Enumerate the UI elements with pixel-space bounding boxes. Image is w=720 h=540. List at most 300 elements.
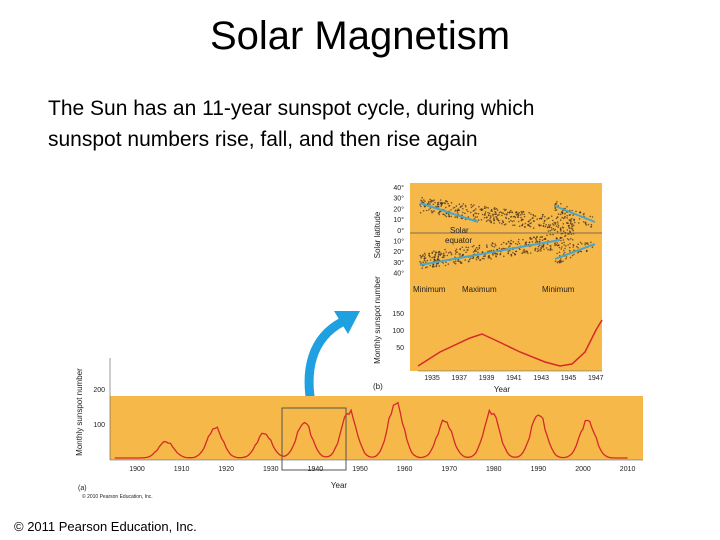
sunspot-dot xyxy=(522,219,524,221)
sunspot-dot xyxy=(425,261,427,263)
sunspot-dot xyxy=(509,250,511,252)
sunspot-dot xyxy=(499,212,501,214)
sunspot-dot xyxy=(558,213,560,215)
sunspot-dot xyxy=(494,243,496,245)
sunspot-dot xyxy=(526,251,528,253)
sunspot-dot xyxy=(561,217,563,219)
sunspot-dot xyxy=(442,257,444,259)
sunspot-dot xyxy=(438,253,440,255)
sunspot-dot xyxy=(445,265,447,267)
latitude-tick-label: 40° xyxy=(393,185,404,192)
sunspot-dot xyxy=(538,250,540,252)
sunspot-dot xyxy=(568,239,570,241)
panel-a-background xyxy=(110,396,643,460)
sunspot-dot xyxy=(565,235,567,237)
sunspot-dot xyxy=(517,244,519,246)
sunspot-dot xyxy=(481,208,483,210)
sunspot-dot xyxy=(489,220,491,222)
sunspot-dot xyxy=(588,224,590,226)
sunspot-dot xyxy=(484,206,486,208)
sunspot-dot xyxy=(544,220,546,222)
sunspot-dot xyxy=(561,237,563,239)
sunspot-dot xyxy=(486,246,488,248)
sunspot-dot xyxy=(572,230,574,232)
panel-a-x-tick: 1950 xyxy=(352,466,368,473)
sunspot-dot xyxy=(525,242,527,244)
sunspot-dot xyxy=(492,214,494,216)
sunspot-dot xyxy=(479,259,481,261)
sunspot-dot xyxy=(470,204,472,206)
sunspot-dot xyxy=(494,219,496,221)
sunspot-dot xyxy=(515,251,517,253)
panel-b-y-tick: 100 xyxy=(392,328,404,335)
sunspot-dot xyxy=(565,245,567,247)
sunspot-dot xyxy=(429,199,431,201)
sunspot-dot xyxy=(557,231,559,233)
sunspot-dot xyxy=(459,203,461,205)
sunspot-dot xyxy=(478,213,480,215)
latitude-tick-label: 40° xyxy=(393,270,404,278)
sunspot-dot xyxy=(515,243,517,245)
sunspot-dot xyxy=(424,260,426,262)
sunspot-dot xyxy=(463,249,465,251)
sunspot-dot xyxy=(561,246,563,248)
sunspot-dot xyxy=(569,247,571,249)
panel-a-x-label: Year xyxy=(330,481,348,490)
sunspot-dot xyxy=(459,261,461,263)
latitude-ticks xyxy=(393,184,404,278)
panel-a-y-label: Monthly sunspot number xyxy=(75,368,84,456)
sunspot-dot xyxy=(591,226,593,228)
sunspot-dot xyxy=(524,216,526,218)
sunspot-dot xyxy=(556,218,558,220)
sunspot-dot xyxy=(555,223,557,225)
sunspot-dot xyxy=(444,249,446,251)
sunspot-dot xyxy=(486,217,488,219)
sunspot-dot xyxy=(466,209,468,211)
sunspot-dot xyxy=(570,257,572,259)
sunspot-dot xyxy=(569,250,571,252)
sunspot-dot xyxy=(475,216,477,218)
sunspot-dot xyxy=(560,214,562,216)
sunspot-dot xyxy=(559,260,561,262)
sunspot-dot xyxy=(560,203,562,205)
sunspot-dot xyxy=(541,248,543,250)
sunspot-dot xyxy=(517,214,519,216)
sunspot-dot xyxy=(420,212,422,214)
sunspot-dot xyxy=(584,244,586,246)
panel-b-y-tick: 50 xyxy=(396,345,404,352)
sunspot-dot xyxy=(465,251,467,253)
sunspot-dot xyxy=(555,260,557,262)
sunspot-dot xyxy=(495,245,497,247)
sunspot-dot xyxy=(446,216,448,218)
sunspot-dot xyxy=(539,225,541,227)
sunspot-dot xyxy=(560,219,562,221)
sunspot-dot xyxy=(426,266,428,268)
sunspot-dot xyxy=(474,212,476,214)
sunspot-dot xyxy=(432,252,434,254)
sunspot-dot xyxy=(573,244,575,246)
sunspot-dot xyxy=(454,216,456,218)
sunspot-dot xyxy=(571,226,573,228)
sunspot-dot xyxy=(586,250,588,252)
sunspot-dot xyxy=(578,222,580,224)
sunspot-dot xyxy=(428,201,430,203)
panel-b-y-tick: 150 xyxy=(392,311,404,318)
sunspot-dot xyxy=(430,201,432,203)
sunspot-dot xyxy=(420,262,422,264)
sunspot-dot xyxy=(483,255,485,257)
sunspot-dot xyxy=(566,217,568,219)
sunspot-dot xyxy=(456,249,458,251)
sunspot-dot xyxy=(591,224,593,226)
sunspot-dot xyxy=(479,245,481,247)
sunspot-dot xyxy=(501,215,503,217)
sunspot-dot xyxy=(487,219,489,221)
sunspot-dot xyxy=(459,248,461,250)
sunspot-dot xyxy=(573,220,575,222)
sunspot-dot xyxy=(424,256,426,258)
panel-a-x-tick: 1930 xyxy=(263,466,279,473)
sunspot-dot xyxy=(472,258,474,260)
sunspot-dot xyxy=(469,259,471,261)
sunspot-dot xyxy=(527,253,529,255)
sunspot-dot xyxy=(563,250,565,252)
sunspot-dot xyxy=(445,262,447,264)
sunspot-dot xyxy=(520,217,522,219)
sunspot-dot xyxy=(458,260,460,262)
butterfly-y-label: Solar latitude xyxy=(373,211,382,259)
sunspot-dot xyxy=(438,204,440,206)
sunspot-dot xyxy=(556,244,558,246)
sunspot-dot xyxy=(486,207,488,209)
sunspot-dot xyxy=(536,236,538,238)
sunspot-dot xyxy=(420,206,422,208)
panel-b xyxy=(373,183,604,394)
sunspot-dot xyxy=(510,220,512,222)
sunspot-dot xyxy=(570,223,572,225)
sunspot-dot xyxy=(433,264,435,266)
sunspot-dot xyxy=(590,242,592,244)
sunspot-dot xyxy=(587,242,589,244)
sunspot-dot xyxy=(486,244,488,246)
sunspot-dot xyxy=(476,259,478,261)
sunspot-dot xyxy=(511,243,513,245)
sunspot-dot xyxy=(570,231,572,233)
latitude-tick-label: 30° xyxy=(393,259,404,267)
sunspot-dot xyxy=(592,216,594,218)
sunspot-dot xyxy=(486,220,488,222)
sunspot-dot xyxy=(567,244,569,246)
sunspot-dot xyxy=(583,214,585,216)
sunspot-dot xyxy=(547,243,549,245)
panel-a-x-tick: 1970 xyxy=(441,466,457,473)
sunspot-dot xyxy=(547,227,549,229)
panel-a-x-tick: 1940 xyxy=(307,466,324,473)
sunspot-dot xyxy=(450,209,452,211)
sunspot-dot xyxy=(564,213,566,215)
sunspot-dot xyxy=(572,223,574,225)
sunspot-dot xyxy=(493,222,495,224)
sunspot-dot xyxy=(557,223,559,225)
panel-b-x-tick: 1941 xyxy=(506,375,522,382)
sunspot-dot xyxy=(543,249,545,251)
sunspot-dot xyxy=(454,207,456,209)
panel-a-credit: © 2010 Pearson Education, Inc. xyxy=(82,494,153,500)
panel-a-x-tick: 1900 xyxy=(129,466,145,473)
sunspot-dot xyxy=(445,200,447,202)
sunspot-dot xyxy=(572,255,574,257)
sunspot-dot xyxy=(428,255,430,257)
sunspot-dot xyxy=(457,217,459,219)
sunspot-dot xyxy=(519,243,521,245)
sunspot-dot xyxy=(559,247,561,249)
panel-a-tag: (a) xyxy=(78,485,87,492)
sunspot-dot xyxy=(490,215,492,217)
sunspot-dot xyxy=(448,215,450,217)
sunspot-dot xyxy=(573,254,575,256)
sunspot-dot xyxy=(539,249,541,251)
sunspot-dot xyxy=(544,216,546,218)
sunspot-dot xyxy=(459,255,461,257)
sunspot-dot xyxy=(580,211,582,213)
sunspot-dot xyxy=(433,266,435,268)
sunspot-dot xyxy=(583,221,585,223)
sunspot-dot xyxy=(502,220,504,222)
sunspot-dot xyxy=(497,209,499,211)
sunspot-dot xyxy=(483,258,485,260)
sunspot-dot xyxy=(573,225,575,227)
sunspot-dot xyxy=(431,257,433,259)
sunspot-dot xyxy=(556,201,558,203)
sunspot-dot xyxy=(542,214,544,216)
sunspot-dot xyxy=(550,234,552,236)
sunspot-dot xyxy=(454,262,456,264)
sunspot-dot xyxy=(566,206,568,208)
sunspot-dot xyxy=(462,208,464,210)
sunspot-dot xyxy=(546,234,548,236)
sunspot-dot xyxy=(535,215,537,217)
sunspot-dot xyxy=(584,242,586,244)
equator-note-1: Solar xyxy=(450,226,469,235)
sunspot-dot xyxy=(521,213,523,215)
sunspot-dot xyxy=(556,225,558,227)
sunspot-dot xyxy=(466,246,468,248)
sunspot-dot xyxy=(519,225,521,227)
sunspot-dot xyxy=(549,249,551,251)
sunspot-dot xyxy=(487,207,489,209)
sunspot-dot xyxy=(505,223,507,225)
sunspot-dot xyxy=(509,211,511,213)
sunspot-dot xyxy=(493,217,495,219)
sunspot-dot xyxy=(542,245,544,247)
sunspot-dot xyxy=(540,218,542,220)
panel-a-x-tick: 1990 xyxy=(530,466,547,473)
sunspot-dot xyxy=(421,268,423,270)
sunspot-dot xyxy=(442,214,444,216)
sunspot-dot xyxy=(540,236,542,238)
sunspot-dot xyxy=(437,259,439,261)
sunspot-dot xyxy=(501,244,503,246)
sunspot-dot xyxy=(490,217,492,219)
sunspot-dot xyxy=(555,203,557,205)
sunspot-dot xyxy=(577,243,579,245)
sunspot-dot xyxy=(523,250,525,252)
sunspot-dot xyxy=(472,246,474,248)
sunspot-dot xyxy=(515,212,517,214)
sunspot-dot xyxy=(478,258,480,260)
sunspot-dot xyxy=(464,259,466,261)
body-line-2: sunspot numbers rise, fall, and then rise again xyxy=(48,128,478,151)
sunspot-dot xyxy=(566,215,568,217)
panel-b-x-tick: 1939 xyxy=(478,375,495,382)
sunspot-dot xyxy=(438,255,440,257)
sunspot-dot xyxy=(522,239,524,241)
sunspot-dot xyxy=(475,208,477,210)
sunspot-dot xyxy=(439,265,441,267)
sunspot-dot xyxy=(536,241,538,243)
sunspot-dot xyxy=(550,224,552,226)
sunspot-dot xyxy=(567,229,569,231)
sunspot-dot xyxy=(545,226,547,228)
sunspot-dot xyxy=(462,246,464,248)
sunspot-dot xyxy=(475,249,477,251)
sunspot-dot xyxy=(433,199,435,201)
sunspot-dot xyxy=(437,206,439,208)
sunspot-dot xyxy=(574,222,576,224)
sunspot-dot xyxy=(445,207,447,209)
sunspot-dot xyxy=(493,213,495,215)
sunspot-dot xyxy=(559,251,561,253)
sunspot-dot xyxy=(539,245,541,247)
sunspot-dot xyxy=(558,261,560,263)
sunspot-dot xyxy=(490,258,492,260)
sunspot-dot xyxy=(570,238,572,240)
sunspot-dot xyxy=(503,248,505,250)
sunspot-dot xyxy=(428,209,430,211)
sunspot-dot xyxy=(456,251,458,253)
sunspot-dot xyxy=(538,246,540,248)
sunspot-dot xyxy=(581,243,583,245)
sunspot-dot xyxy=(512,221,514,223)
sunspot-dot xyxy=(436,265,438,267)
slide-title: Solar Magnetism xyxy=(209,14,511,58)
panel-b-x-tick: 1947 xyxy=(588,375,604,382)
sunspot-dot xyxy=(557,227,559,229)
sunspot-dot xyxy=(421,197,423,199)
sunspot-dot xyxy=(473,251,475,253)
sunspot-dot xyxy=(524,226,526,228)
sunspot-dot xyxy=(564,248,566,250)
panel-a-x-tick: 1920 xyxy=(218,466,234,473)
sunspot-dot xyxy=(543,226,545,228)
sunspot-dot xyxy=(448,252,450,254)
sunspot-dot xyxy=(478,206,480,208)
sunspot-dot xyxy=(430,259,432,261)
sunspot-dot xyxy=(568,225,570,227)
sunspot-dot xyxy=(542,240,544,242)
sunspot-dot xyxy=(518,241,520,243)
sunspot-dot xyxy=(572,246,574,248)
sunspot-dot xyxy=(436,252,438,254)
phase-label: Maximum xyxy=(462,285,497,294)
sunspot-dot xyxy=(476,213,478,215)
sunspot-dot xyxy=(503,255,505,257)
sunspot-dot xyxy=(422,261,424,263)
sunspot-dot xyxy=(513,220,515,222)
sunspot-dot xyxy=(530,252,532,254)
sunspot-dot xyxy=(509,245,511,247)
sunspot-dot xyxy=(565,258,567,260)
sunspot-dot xyxy=(520,214,522,216)
sunspot-dot xyxy=(441,253,443,255)
sunspot-dot xyxy=(464,213,466,215)
panel-a-y-tick: 200 xyxy=(93,387,105,394)
sunspot-dot xyxy=(532,214,534,216)
sunspot-dot xyxy=(434,260,436,262)
sunspot-dot xyxy=(495,253,497,255)
sunspot-dot xyxy=(561,212,563,214)
sunspot-dot xyxy=(554,230,556,232)
sunspot-dot xyxy=(429,256,431,258)
sunspot-dot xyxy=(430,265,432,267)
sunspot-dot xyxy=(443,253,445,255)
sunspot-dot xyxy=(569,243,571,245)
sunspot-dot xyxy=(511,211,513,213)
sunspot-dot xyxy=(462,212,464,214)
sunspot-dot xyxy=(503,242,505,244)
sunspot-dot xyxy=(514,254,516,256)
sunspot-dot xyxy=(495,212,497,214)
sunspot-dot xyxy=(444,215,446,217)
sunspot-dot xyxy=(552,220,554,222)
sunspot-dot xyxy=(549,230,551,232)
sunspot-dot xyxy=(515,217,517,219)
sunspot-dot xyxy=(492,215,494,217)
sunspot-dot xyxy=(564,252,566,254)
sunspot-dot xyxy=(523,214,525,216)
sunspot-dot xyxy=(557,216,559,218)
sunspot-dot xyxy=(473,204,475,206)
sunspot-dot xyxy=(488,257,490,259)
sunspot-dot xyxy=(477,216,479,218)
latitude-tick-label: 20° xyxy=(393,249,404,257)
sunspot-dot xyxy=(491,244,493,246)
sunspot-dot xyxy=(429,203,431,205)
sunspot-dot xyxy=(468,260,470,262)
sunspot-dot xyxy=(419,204,421,206)
sunspot-dot xyxy=(558,225,560,227)
sunspot-dot xyxy=(428,253,430,255)
sunspot-dot xyxy=(510,216,512,218)
sunspot-dot xyxy=(527,224,529,226)
sunspot-dot xyxy=(491,221,493,223)
sunspot-dot xyxy=(530,219,532,221)
sunspot-dot xyxy=(489,218,491,220)
sunspot-dot xyxy=(451,202,453,204)
panel-b-tag: (b) xyxy=(373,382,383,391)
sunspot-dot xyxy=(420,255,422,257)
panel-b-background xyxy=(410,183,602,371)
sunspot-dot xyxy=(485,211,487,213)
sunspot-dot xyxy=(543,223,545,225)
latitude-tick-label: 30° xyxy=(393,195,404,203)
panel-a-y-ticks xyxy=(93,387,105,429)
zoom-arrow xyxy=(309,311,360,408)
sunspot-dot xyxy=(473,245,475,247)
arrow-shaft xyxy=(309,322,342,408)
